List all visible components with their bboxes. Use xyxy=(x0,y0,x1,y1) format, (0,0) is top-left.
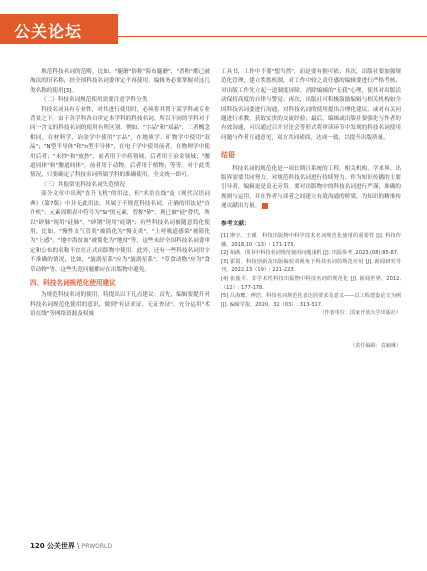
magazine-english-name: PRWORLD xyxy=(81,543,113,550)
left-column xyxy=(30,68,210,320)
page-footer xyxy=(30,541,112,551)
body-paragraph: 工具书，工作中不要"想当然"，而是要有据可依；其次，出版社要加强规范化管理，建立奖惩机制，对工作中较之责任感的编辑要进行严格考核，对出版工作先立起一道制度屏障，消除编辑的"无我"心理，使其对出版活动保持高度的自律与警觉；再次，出版社可积极鼓励编辑与相关机构如全国科技名词委进行沟通，对科技名词的使用提出合理化建议，或对有关问题进行求教，获取实贵的交流经验；最后，编辑或出版社要强化与作者的有效沟通，可以通过召开讨论会等形式将审读环节中发现的科技名词使用问题与作者互通意见，双方共同磋商，达成一致，以提升出版质量。 xyxy=(221,69,401,141)
right-column xyxy=(221,68,401,351)
reference-item: [3] 霍霞．科技创新及出版编校双视角下科技名词的规范应用 [J]. 新闻研究导刊，2022,13（19）: 221-223. xyxy=(221,258,401,274)
responsible-editor: （责任编辑：袁颖琳） xyxy=(350,343,401,350)
end-mark-icon xyxy=(262,203,268,209)
conclusion-paragraph xyxy=(221,165,401,212)
reference-item: [4] 张俊平．非学术性科技出版物中科技名词的规范化 [J]. 新闻世界，2012,（12）: 177-178. xyxy=(221,276,401,291)
section-title: 公关论坛 xyxy=(14,22,83,41)
footer-separator: \ xyxy=(77,542,80,550)
reference-item: [5] 吕海鹰，傅浩．科技名词规范化表达的要求及意义——以工程建设论文为例 [J]. 编辑学报，2020，32（03）: 313-317. xyxy=(221,293,401,308)
header-rule xyxy=(118,36,427,37)
subheading: （三）其他常见科技名词失范情况 xyxy=(41,181,125,188)
references-heading: 参考文献： xyxy=(221,220,250,227)
header-bar xyxy=(0,0,427,50)
body-paragraph: 为规范科技名词的使用，特提出以下几点建议：首先，编辑要提升对科技名词规范化使用的意识，做到"有证求证、无证查证"，充分运用"术语在线"等网络资源及权威 xyxy=(30,292,210,318)
reference-item: [2] 胡满．图书中科技名词规范使用问题浅析 [J]. 出版参考 ,2023,(08):85-87. xyxy=(221,250,399,257)
page-number: 120 xyxy=(30,542,45,550)
body-paragraph: 部分文章中出现"直升飞机"的用法，但"术语在线"及《现代汉语词典》（第7版）中并无此用法。其属于不规范科技名词，正确的用法是"直升机"；元素周期表中符号为"Si"的元素，曾称"矽"，现已被"硅"替代，所以"矽肺"现用"硅肺"，"矽钢"现用"硅钢"；有些科技名词被随意简化使用，比如，"慢性支气管炎"被简化为"慢支炎"，"上呼吸道感染"被简化为"上感"，"地中海贫血"被简化为"地贫"等，这些未经全国科技名词委审定和公布的名称不宜在正式出版物中使用。此外，还有一些科技名词用字不准确的情况，比如，"旋涡星系"应为"旋涡星系"，"草食动物"应为"食草动物"等，这些失范问题都应在出版物中避免。 xyxy=(30,191,210,273)
body-paragraph: 规范科技名词的范畴，比如，"腿蘑"俗称"海布腿蘑"，"普粉"都已被淘汰的旧名称，经全国科技名词委审定不再使用。编辑务必要掌握对这几类名称的使用[3]。 xyxy=(30,69,210,94)
reference-item: [1] 廖宇，王瑾．科技出版物中科学技术名词规范化使用的重要性 [J]. 科技传播，2018,10（13）: 171-173. xyxy=(221,233,401,248)
magazine-name: 公关世界 xyxy=(46,542,75,550)
body-paragraph: 科技名词具有专业性，对其进行使用时，必须将其置于某学科或专业背景之下。由于各学科各自审定本学科的科技名词，所以不同的学科对于同一含义的科技名词的使用有所区别。例如，"字品"和"双晶"，二者概念相同，在材料学、冶金学中使用"字品"，在地质学、矿物学中使用"双晶"；"N型半导体"和"n型半导体"，在电子学中使用前者，在物理学中使用后者；"未抄"和"放抄"，前者用于中药领域，后者用于冶金领域；"腰道同体"和"腰道间体"，前者用于动物，后者用于植物；等等。对于此类情况，只要确定了科技名词所属学科的准确使用，全文统一即可。 xyxy=(30,106,210,179)
section-heading: 四、科技名词规范化使用建议 xyxy=(30,278,116,287)
conclusion-heading: 结语 xyxy=(221,151,235,160)
author-affiliation: （作者单位：国家开放大学出版社） xyxy=(319,310,401,317)
conclusion-text: 科技名词的规范化是一项长期且系统的工程，相关机构、学术界、出版界需要共同努力，对规范科技名词进行持续努力。作为知识传播的主要引导者，编辑更是责无旁贷。要对出版物中的科技名词进行严谨、准确的规则与运用，并在作者与读者之间建立有效沟通的桥梁，为知识的精准传递贡献出力量。 xyxy=(221,165,401,210)
subheading: （二）科技名词规范使用需要注意学科分类 xyxy=(41,97,148,104)
